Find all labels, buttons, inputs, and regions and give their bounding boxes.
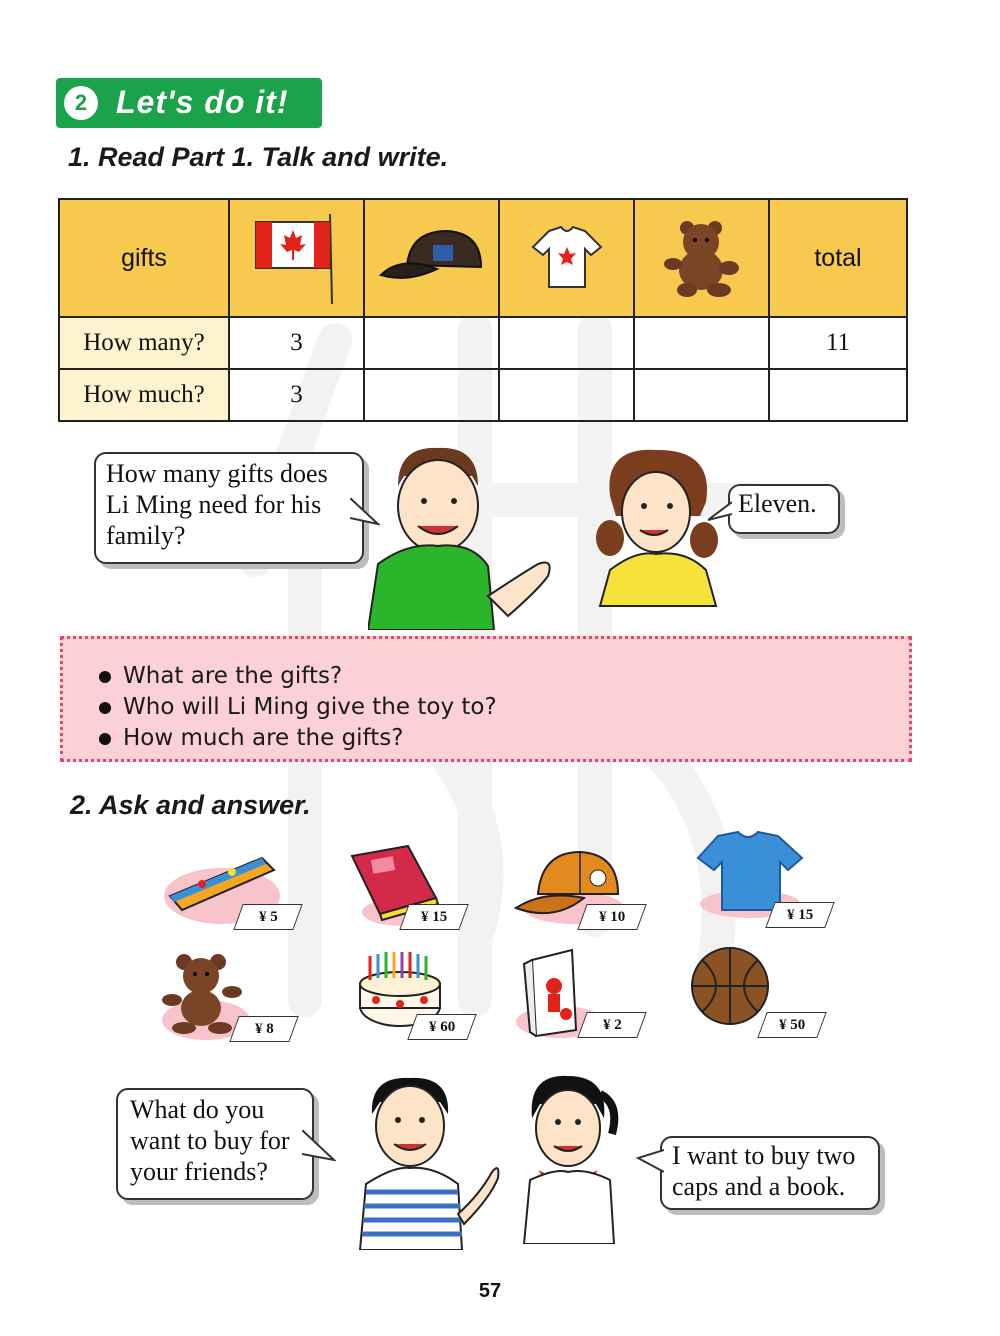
- speech-bubble-boy: [94, 452, 364, 564]
- header-total: total: [769, 199, 907, 317]
- section-number: 2: [64, 86, 98, 120]
- item-t-shirt: [694, 830, 864, 930]
- bubble-tail: [708, 500, 732, 522]
- part1-heading: 1. Read Part 1. Talk and write.: [68, 142, 449, 172]
- speech-bubble-girl-2: [660, 1136, 880, 1210]
- table-cell[interactable]: [499, 317, 634, 369]
- price-tag: ¥ 5: [233, 904, 302, 930]
- price-tag: ¥ 60: [407, 1014, 476, 1040]
- gift-table: [58, 198, 908, 422]
- bubble-tail: [302, 1130, 336, 1164]
- price-tag: ¥ 15: [765, 902, 834, 928]
- canada-flag-icon: [229, 199, 364, 317]
- table-cell[interactable]: 3: [229, 369, 364, 421]
- table-cell[interactable]: 3: [229, 317, 364, 369]
- boy-character: [368, 446, 558, 630]
- page-number: 57: [478, 1280, 502, 1302]
- price-tag: ¥ 8: [229, 1016, 298, 1042]
- item-cake: [356, 948, 526, 1048]
- section-title: Let's do it!: [116, 84, 289, 120]
- bubble-text: I want to buy two caps and a book.: [672, 1141, 856, 1201]
- table-row: [59, 369, 907, 421]
- boy-character-2: [354, 1074, 504, 1250]
- table-cell[interactable]: [769, 369, 907, 421]
- table-cell[interactable]: [364, 369, 499, 421]
- item-card: [510, 946, 680, 1046]
- table-cell[interactable]: [634, 369, 769, 421]
- cap-icon: [364, 199, 499, 317]
- price-tag: ¥ 15: [399, 904, 468, 930]
- table-header-row: [59, 199, 907, 317]
- question-box: [60, 636, 912, 762]
- item-cap: [514, 842, 684, 942]
- teddy-bear-icon: [634, 199, 769, 317]
- girl-character-2: [516, 1074, 626, 1244]
- price-tag: ¥ 10: [577, 904, 646, 930]
- question-list: [63, 639, 909, 754]
- item-basketball: [690, 946, 860, 1046]
- bubble-text: Eleven.: [738, 489, 817, 518]
- table-cell[interactable]: [364, 317, 499, 369]
- table-cell[interactable]: 11: [769, 317, 907, 369]
- item-book: [346, 842, 516, 942]
- header-gifts: gifts: [59, 199, 229, 317]
- bullet-icon: [99, 733, 111, 745]
- price-tag: ¥ 50: [757, 1012, 826, 1038]
- table-cell[interactable]: [499, 369, 634, 421]
- speech-bubble-boy-2: [116, 1088, 314, 1200]
- item-pencil-box: [162, 846, 332, 946]
- table-row: [59, 317, 907, 369]
- list-item: How much are the gifts?: [97, 723, 909, 754]
- price-tag: ¥ 2: [577, 1012, 646, 1038]
- bubble-text: How many gifts does Li Ming need for his family?: [106, 459, 328, 550]
- list-item: Who will Li Ming give the toy to?: [97, 692, 909, 723]
- part2-heading: 2. Ask and answer.: [70, 790, 311, 820]
- table-cell[interactable]: [634, 317, 769, 369]
- section-badge: [56, 78, 322, 128]
- row-label: How much?: [59, 369, 229, 421]
- bubble-text: What do you want to buy for your friends?: [130, 1095, 290, 1186]
- bullet-icon: [99, 702, 111, 714]
- bubble-tail: [636, 1148, 664, 1176]
- row-label: How many?: [59, 317, 229, 369]
- item-teddy-bear: [160, 950, 330, 1050]
- list-item: What are the gifts?: [97, 661, 909, 692]
- speech-bubble-girl: [728, 484, 840, 534]
- t-shirt-icon: [499, 199, 634, 317]
- bullet-icon: [99, 671, 111, 683]
